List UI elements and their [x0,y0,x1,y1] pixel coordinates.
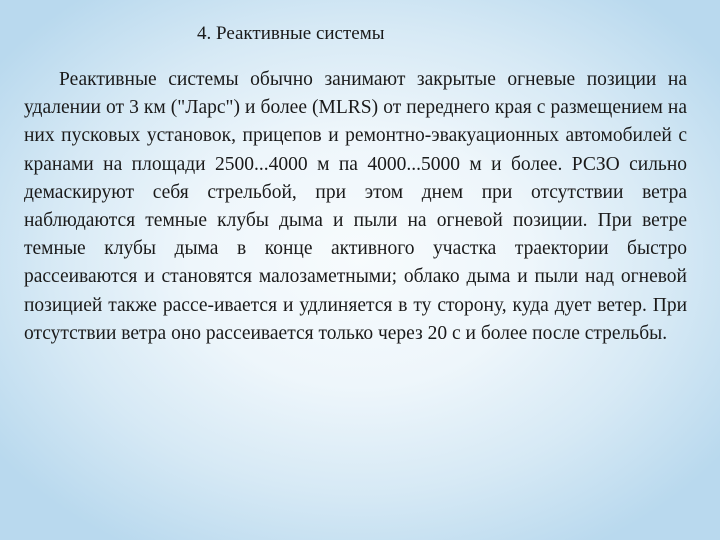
slide-body-text: Реактивные системы обычно занимают закрытые огневые позиции на удалении от 3 км ("Ларс") и более (MLRS) от переднего края с размещением на них пусковых установок, прицепов и ремонтно-эвакуационных автомобилей с кранами на площади 2500...4000 м па 4000...5000 м и более. РСЗО сильно демаскируют себя стрельбой, при этом днем при отсутствии ветра наблюдаются темные клубы дыма и пыли на огневой позиции. При ветре темные клубы дыма в конце активного участка траектории быстро рассеиваются и становятся малозаметными; облако дыма и пыли над огневой позицией также рассе-ивается и удлиняется в ту сторону, куда дует ветер. При отсутствии ветра оно рассеивается только через 20 с и более после стрельбы. [24,69,687,344]
slide-title: 4. Реактивные системы [197,23,385,44]
